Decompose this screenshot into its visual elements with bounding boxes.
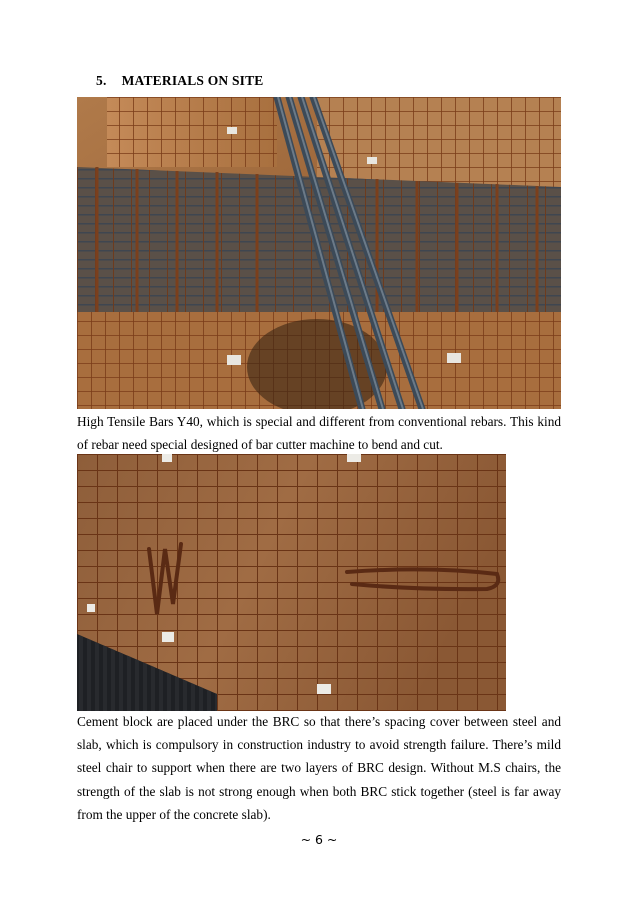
figure-caption-2: Cement block are placed under the BRC so that there’s spacing cover between steel and slab, which is compulsory in construction industry to avoid strength failure. There’s mild steel chair to support when there are two layers of BRC design. Without M.S chairs, the strength of the slab is not strong enough when both BRC stick together (steel is far away from the upper of the concrete slab). <box>77 714 561 822</box>
section-number: 5. <box>96 73 107 88</box>
brc-mesh-illustration <box>77 454 506 711</box>
rebar-cage-photo <box>77 97 561 409</box>
page-number: ~ 6 ~ <box>300 832 338 847</box>
brc-mesh-photo <box>77 454 506 711</box>
rebar-cage-illustration <box>77 97 561 409</box>
section-title: MATERIALS ON SITE <box>121 73 264 88</box>
section-heading <box>96 73 264 89</box>
figure-caption-1: High Tensile Bars Y40, which is special and different from conventional rebars. This kind of rebar need special designed of bar cutter machine to bend and cut. <box>77 414 561 453</box>
